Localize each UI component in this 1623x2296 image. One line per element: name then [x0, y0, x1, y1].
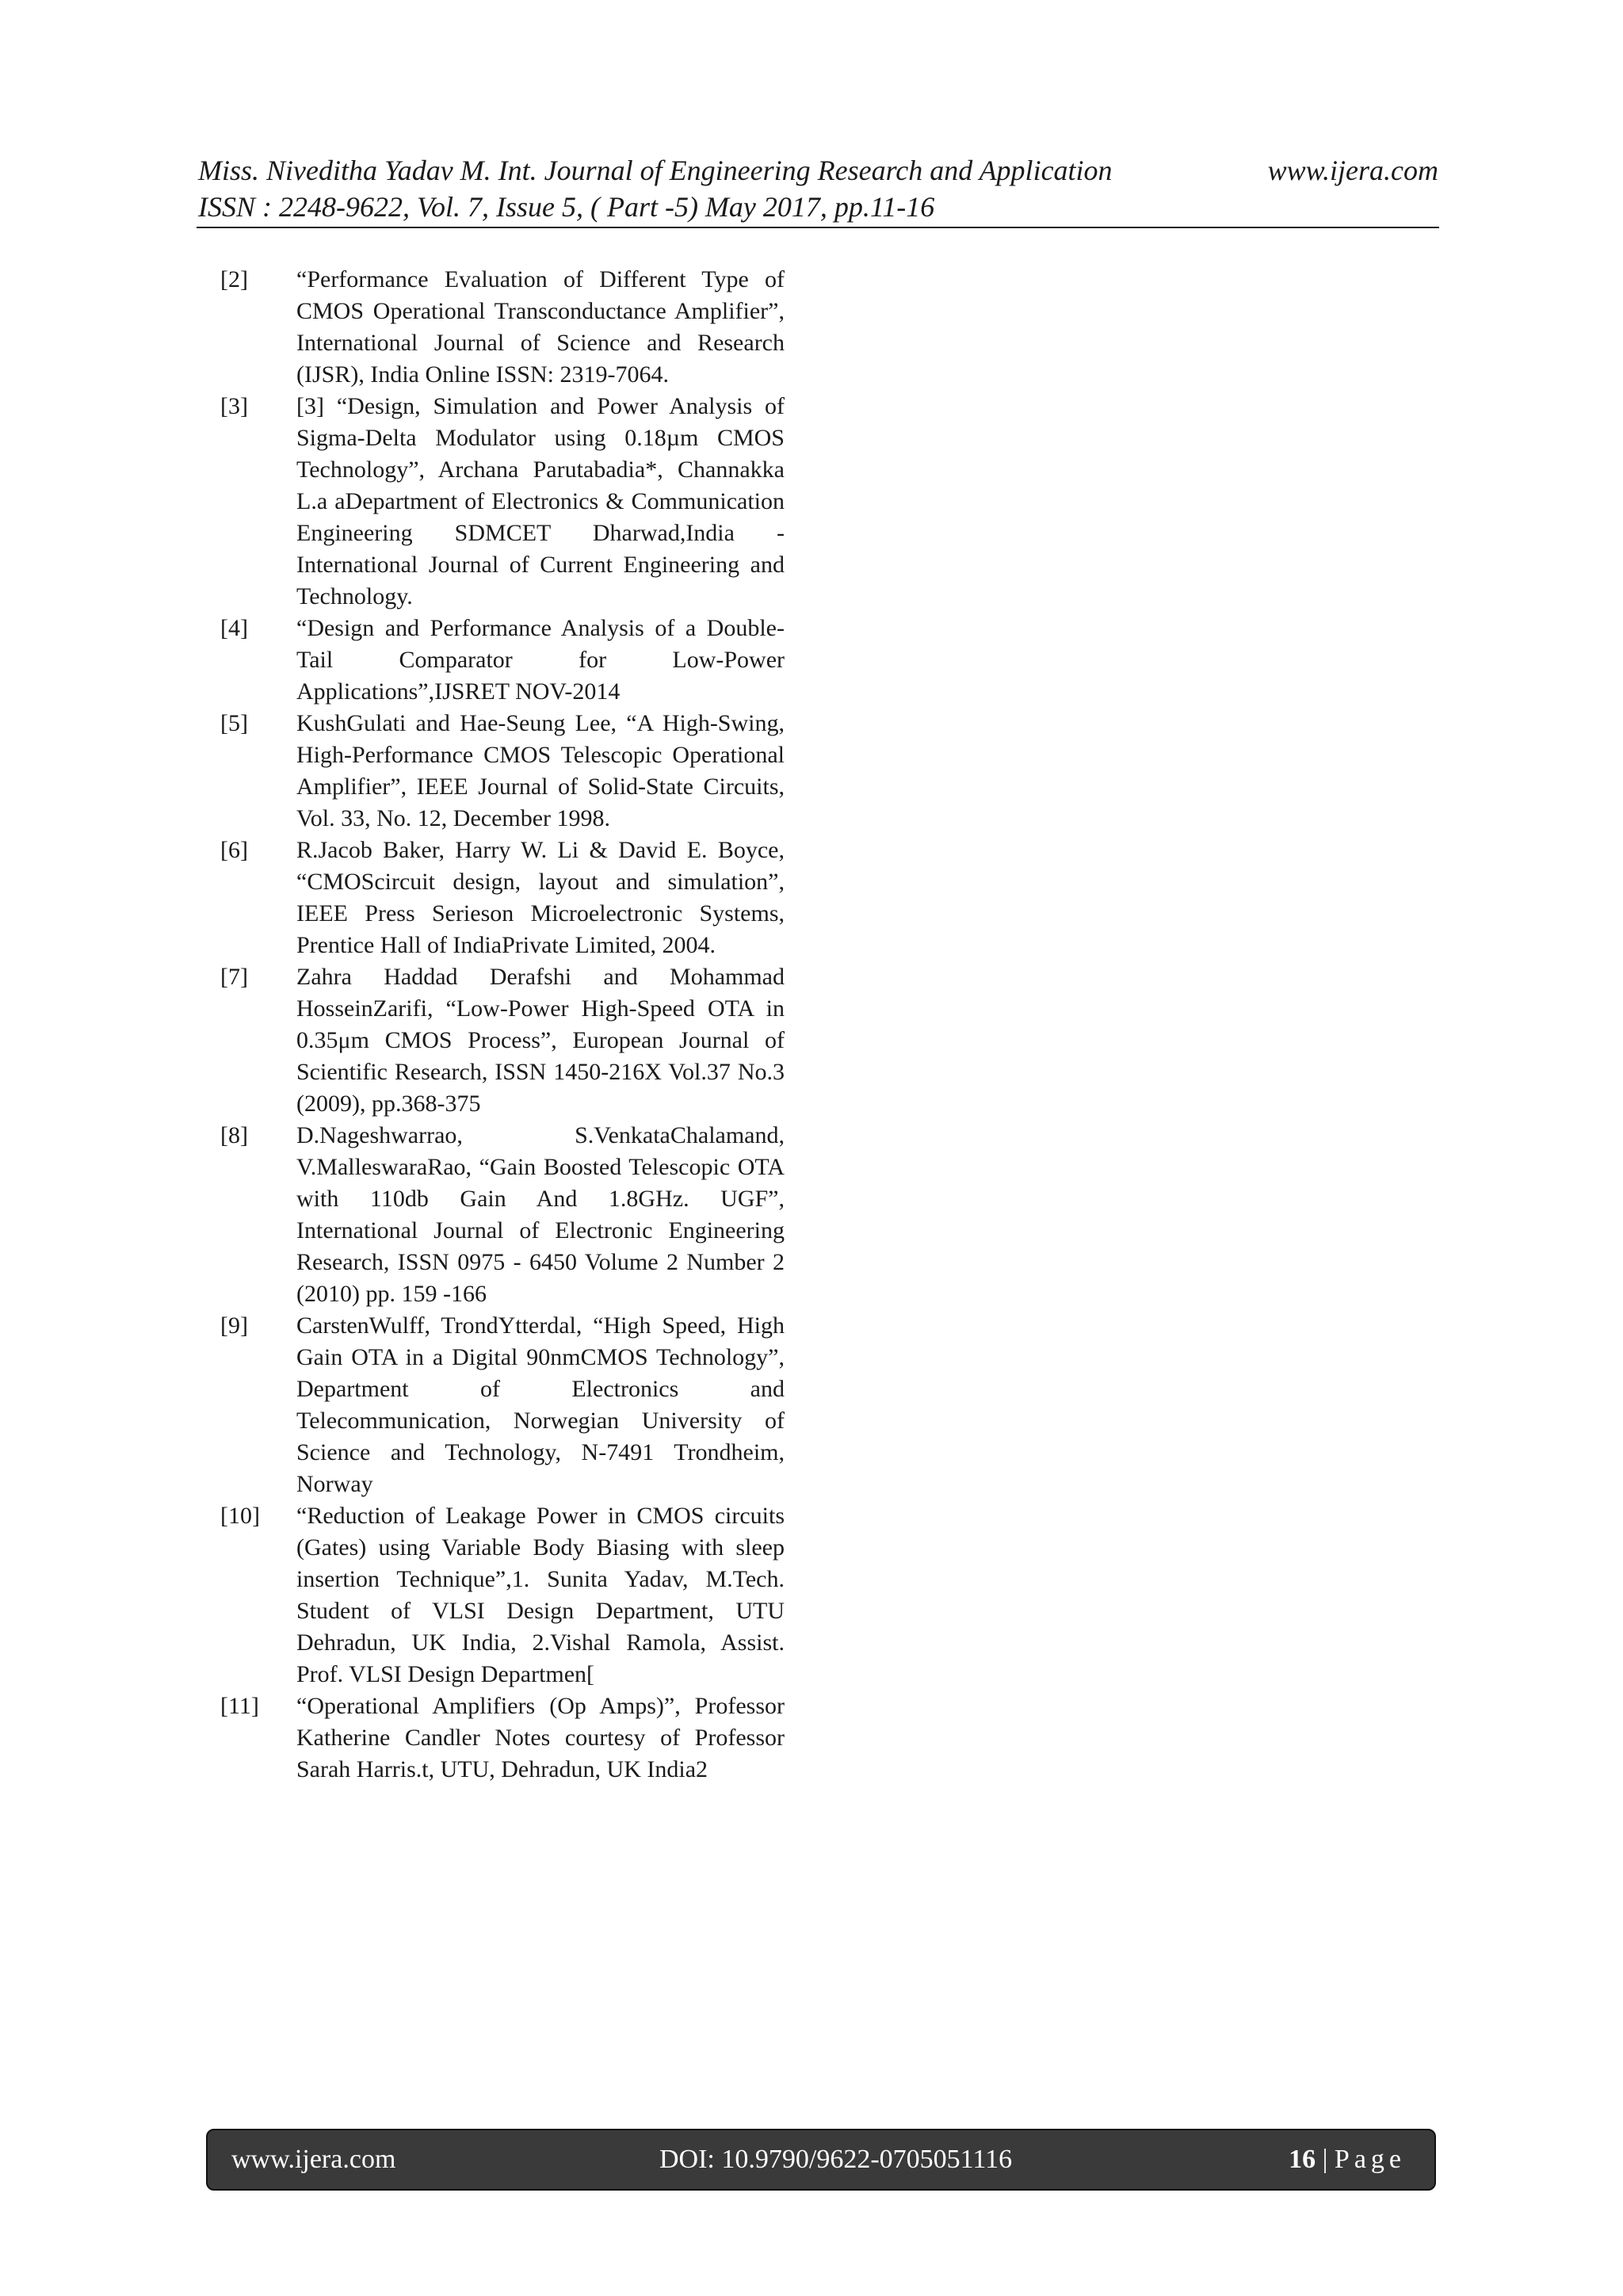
reference-number: [4]: [220, 615, 248, 641]
reference-number: [3]: [220, 393, 248, 419]
reference-text: Zahra Haddad Derafshi and Mohammad HosseinZarifi, “Low-Power High-Speed OTA in 0.35μm CMOS Process”, European Journal of Scientific Research, ISSN 1450-216X Vol.37 No.3 (2009), pp.368-375: [296, 964, 785, 1117]
reference-text: “Design and Performance Analysis of a Double-Tail Comparator for Low-Power Applications”,IJSRET NOV-2014: [296, 615, 785, 705]
header-line-1: [198, 152, 1438, 189]
reference-text: KushGulati and Hae-Seung Lee, “A High-Swing, High-Performance CMOS Telescopic Operational Amplifier”, IEEE Journal of Solid-State Circuits, Vol. 33, No. 12, December 1998.: [296, 710, 785, 831]
reference-item: [220, 1500, 785, 1690]
reference-text: “Reduction of Leakage Power in CMOS circuits (Gates) using Variable Body Biasing with sleep insertion Technique”,1. Sunita Yadav, M.Tech. Student of VLSI Design Department, UTU Dehradun, UK India, 2.Vishal Ramola, Assist. Prof. VLSI Design Departmen[: [296, 1503, 785, 1687]
page-footer: [206, 2129, 1436, 2191]
reference-text: D.Nageshwarrao, S.VenkataChalamand, V.MalleswaraRao, “Gain Boosted Telescopic OTA with 110db Gain And 1.8GHz. UGF”, International Journal of Electronic Engineering Research, ISSN 0975 - 6450 Volume 2 Number 2 (2010) pp. 159 -166: [296, 1122, 785, 1307]
page-number: 16: [1289, 2145, 1316, 2174]
reference-item: [220, 961, 785, 1120]
footer-page-indicator: [1289, 2145, 1406, 2175]
reference-item: [220, 1690, 785, 1786]
reference-text: “Operational Amplifiers (Op Amps)”, Professor Katherine Candler Notes courtesy of Professor Sarah Harris.t, UTU, Dehradun, UK India2: [296, 1693, 785, 1782]
footer-doi: DOI: 10.9790/9622-0705051116: [659, 2145, 1013, 2174]
reference-list: [220, 264, 785, 1786]
page-word: Page: [1334, 2145, 1406, 2174]
reference-text: [3] “Design, Simulation and Power Analysis of Sigma-Delta Modulator using 0.18µm CMOS Technology”, Archana Parutabadia*, Channakka L.a aDepartment of Electronics & Communication Engineering SDMCET Dharwad,India - International Journal of Current Engineering and Technology.: [296, 393, 785, 609]
reference-number: [6]: [220, 837, 248, 863]
header-citation: Miss. Niveditha Yadav M. Int. Journal of Engineering Research and Application: [198, 155, 1113, 186]
reference-number: [11]: [220, 1693, 259, 1719]
page-separator: |: [1316, 2145, 1335, 2174]
reference-text: R.Jacob Baker, Harry W. Li & David E. Boyce, “CMOScircuit design, layout and simulation”, IEEE Press Serieson Microelectronic Systems, Prentice Hall of IndiaPrivate Limited, 2004.: [296, 837, 785, 958]
reference-item: [220, 391, 785, 613]
footer-website-link[interactable]: www.ijera.com: [231, 2145, 396, 2174]
header-website-link[interactable]: www.ijera.com: [1267, 155, 1438, 186]
reference-number: [10]: [220, 1503, 260, 1529]
reference-text: CarstenWulff, TrondYtterdal, “High Speed, High Gain OTA in a Digital 90nmCMOS Technology”, Department of Electronics and Telecommunication, Norwegian University of Science and Technology, N-7491 Trondheim, Norway: [296, 1312, 785, 1497]
reference-number: [9]: [220, 1312, 248, 1339]
running-header: [198, 152, 1438, 225]
reference-item: [220, 613, 785, 708]
reference-item: [220, 708, 785, 835]
reference-item: [220, 835, 785, 961]
reference-item: [220, 264, 785, 391]
reference-number: [7]: [220, 964, 248, 990]
reference-item: [220, 1310, 785, 1500]
header-divider: [197, 227, 1439, 228]
reference-number: [5]: [220, 710, 248, 736]
reference-item: [220, 1120, 785, 1310]
reference-text: “Performance Evaluation of Different Type of CMOS Operational Transconductance Amplifier”, International Journal of Science and Research (IJSR), India Online ISSN: 2319-7064.: [296, 266, 785, 388]
reference-number: [2]: [220, 266, 248, 292]
reference-number: [8]: [220, 1122, 248, 1148]
header-issn: ISSN : 2248-9622, Vol. 7, Issue 5, ( Part -5) May 2017, pp.11-16: [198, 191, 935, 223]
